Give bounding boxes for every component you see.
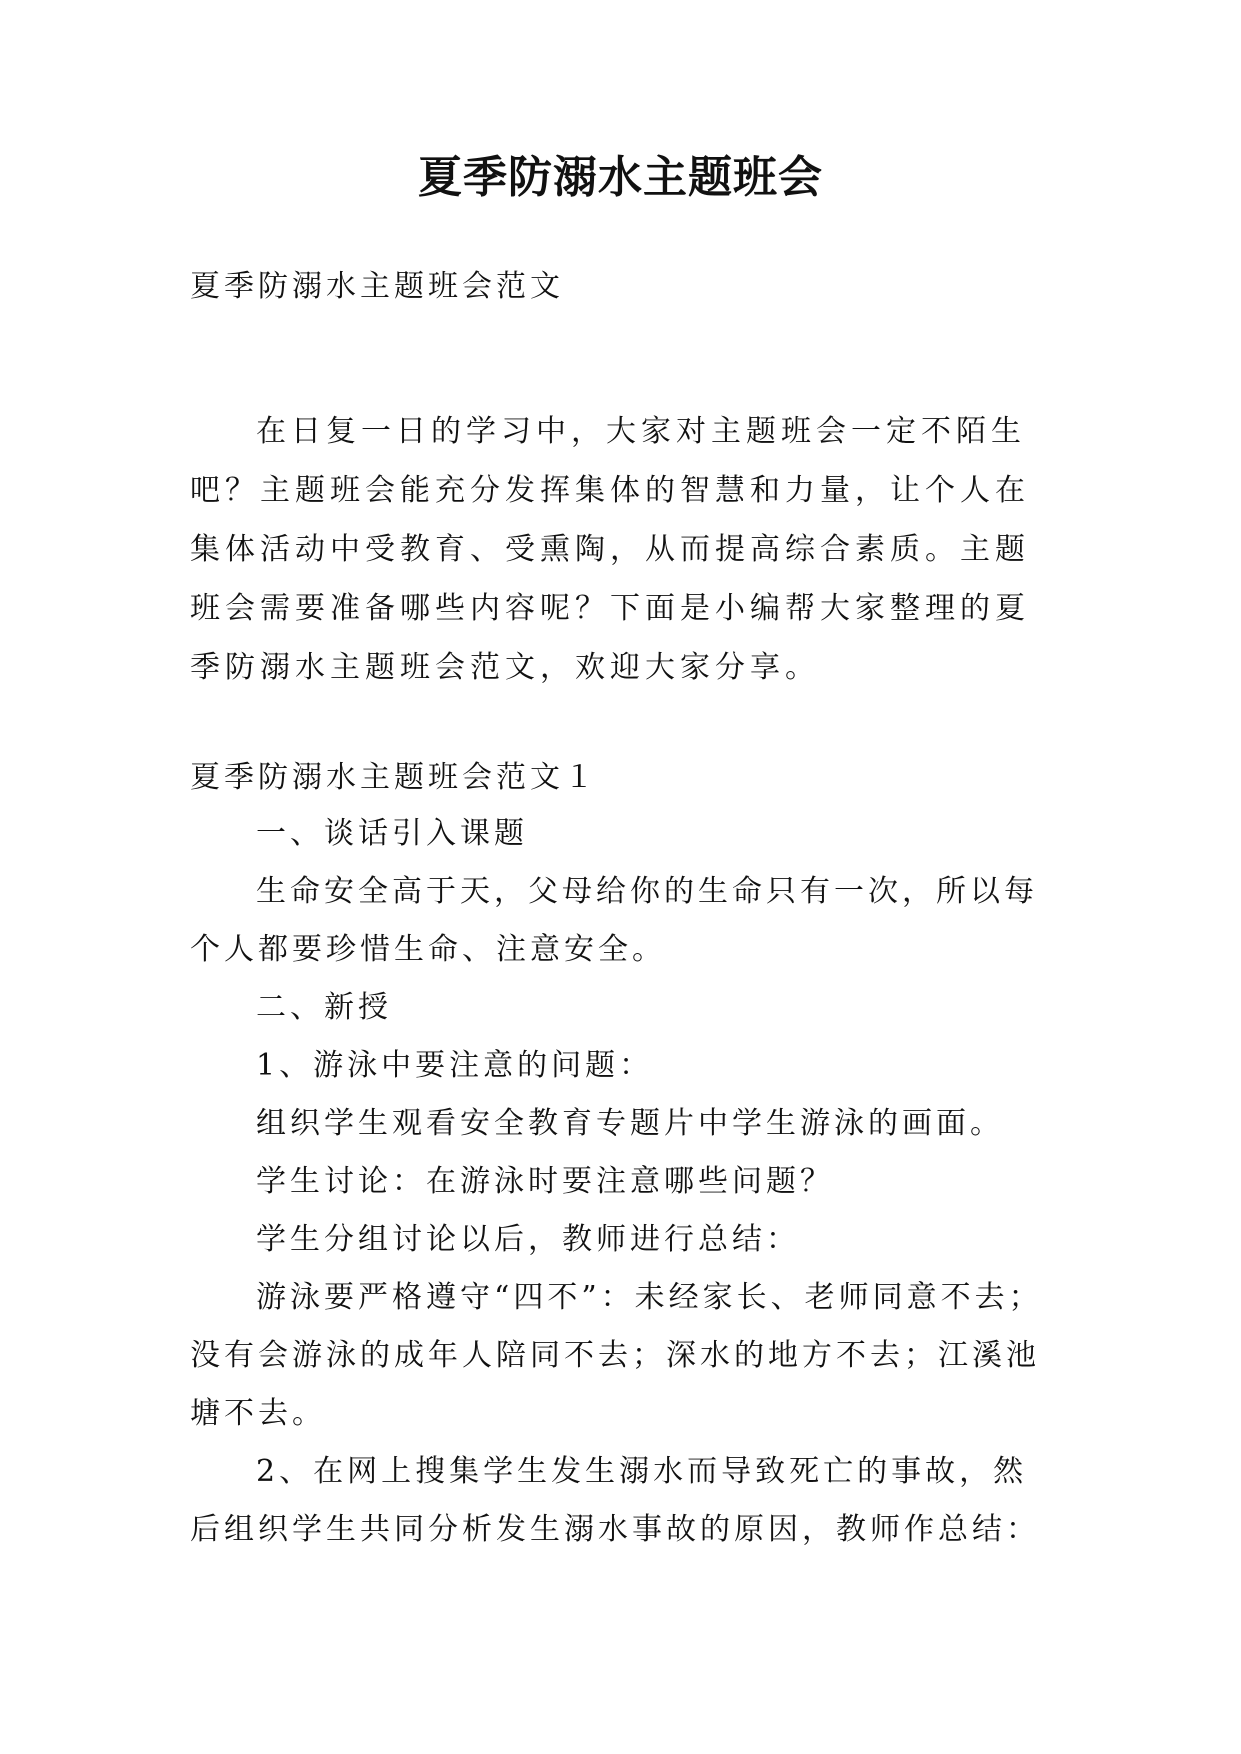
- list-item: 2、在网上搜集学生发生溺水而导致死亡的事故，然后组织学生共同分析发生溺水事故的原因，教师作总结：: [190, 1454, 1040, 1547]
- section-heading-intro: 一、谈话引入课题: [256, 816, 528, 851]
- body-paragraph: 生命安全高于天，父母给你的生命只有一次，所以每个人都要珍惜生命、注意安全。: [190, 874, 1038, 967]
- body-paragraph: 学生分组讨论以后，教师进行总结：: [256, 1222, 800, 1257]
- sample-heading: 夏季防溺水主题班会范文１: [190, 760, 598, 795]
- list-item: 1、游泳中要注意的问题：: [256, 1048, 654, 1083]
- body-paragraph: 组织学生观看安全教育专题片中学生游泳的画面。: [256, 1106, 1004, 1141]
- document-title: 夏季防溺水主题班会: [418, 152, 823, 203]
- sample-content: [190, 805, 1060, 1559]
- section-heading-new-lesson: 二、新授: [256, 990, 392, 1025]
- intro-paragraph: 在日复一日的学习中，大家对主题班会一定不陌生吧？主题班会能充分发挥集体的智慧和力量，让个人在集体活动中受教育、受熏陶，从而提高综合素质。主题班会需要准备哪些内容呢？下面是小编帮大家整理的夏季防溺水主题班会范文，欢迎大家分享。: [190, 414, 1030, 685]
- body-paragraph: 学生讨论：在游泳时要注意哪些问题？: [256, 1164, 834, 1199]
- document-subtitle: 夏季防溺水主题班会范文: [190, 269, 564, 304]
- body-paragraph: 游泳要严格遵守“四不”：未经家长、老师同意不去；没有会游泳的成年人陪同不去；深水的地方不去；江溪池塘不去。: [190, 1280, 1043, 1431]
